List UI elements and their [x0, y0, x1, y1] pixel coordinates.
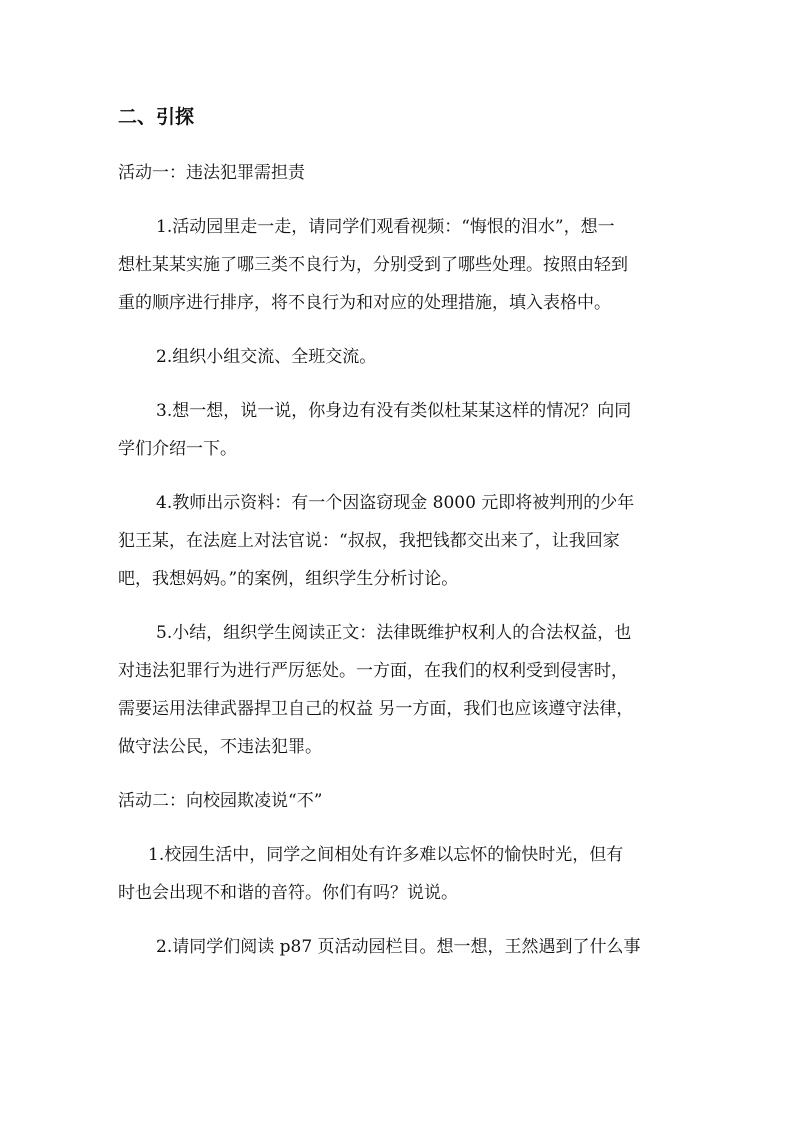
paragraph-line: 想杜某某实施了哪三类不良行为，分别受到了哪些处理。按照由轻到 [118, 255, 628, 275]
paragraph-line: 1.校园生活中，同学之间相处有许多难以忘怀的愉快时光，但有 [148, 845, 624, 865]
activity-one-title: 活动一：违法犯罪需担责 [118, 163, 305, 183]
section-heading: 二、引探 [118, 106, 195, 128]
activity-one-item-2 [118, 338, 678, 376]
activity-two-item-1 [118, 836, 678, 912]
paragraph-line: 时也会出现不和谐的音符。你们有吗？说说。 [118, 883, 458, 903]
paragraph-line: 做守法公民，不违法犯罪。 [118, 737, 322, 757]
paragraph-line: 重的顺序进行排序，将不良行为和对应的处理措施，填入表格中。 [118, 293, 611, 313]
paragraph-line: 5.小结，组织学生阅读正文：法律既维护权利人的合法权益，也 [156, 623, 632, 643]
paragraph-line: 需要运用法律武器捍卫自己的权益 另一方面，我们也应该遵守法律， [118, 699, 634, 719]
activity-one-item-4 [118, 484, 678, 598]
paragraph-line: 1.活动园里走一走，请同学们观看视频：“悔恨的泪水”，想一 [156, 217, 615, 237]
paragraph-line: 犯王某，在法庭上对法官说：“叔叔，我把钱都交出来了，让我回家 [118, 531, 620, 551]
activity-one-item-5 [118, 614, 678, 766]
activity-two-item-2 [118, 928, 678, 966]
activity-one-item-1 [118, 208, 678, 322]
paragraph-line: 3.想一想，说一说，你身边有没有类似杜某某这样的情况？向同 [156, 401, 632, 421]
paragraph-line: 吧，我想妈妈。”的案例，组织学生分析讨论。 [118, 569, 459, 589]
activity-two-title: 活动二：向校园欺凌说“不” [118, 791, 323, 811]
paragraph-line: 2.请同学们阅读 p87 页活动园栏目。想一想，王然遇到了什么事 [156, 937, 641, 957]
paragraph-line: 2.组织小组交流、全班交流。 [156, 347, 377, 367]
paragraph-line: 4.教师出示资料：有一个因盗窃现金 8000 元即将被判刑的少年 [156, 493, 635, 513]
activity-one-item-3 [118, 392, 678, 468]
paragraph-line: 对违法犯罪行为进行严厉惩处。一方面，在我们的权利受到侵害时， [118, 661, 628, 681]
document-page [118, 98, 678, 982]
paragraph-line: 学们介绍一下。 [118, 439, 237, 459]
